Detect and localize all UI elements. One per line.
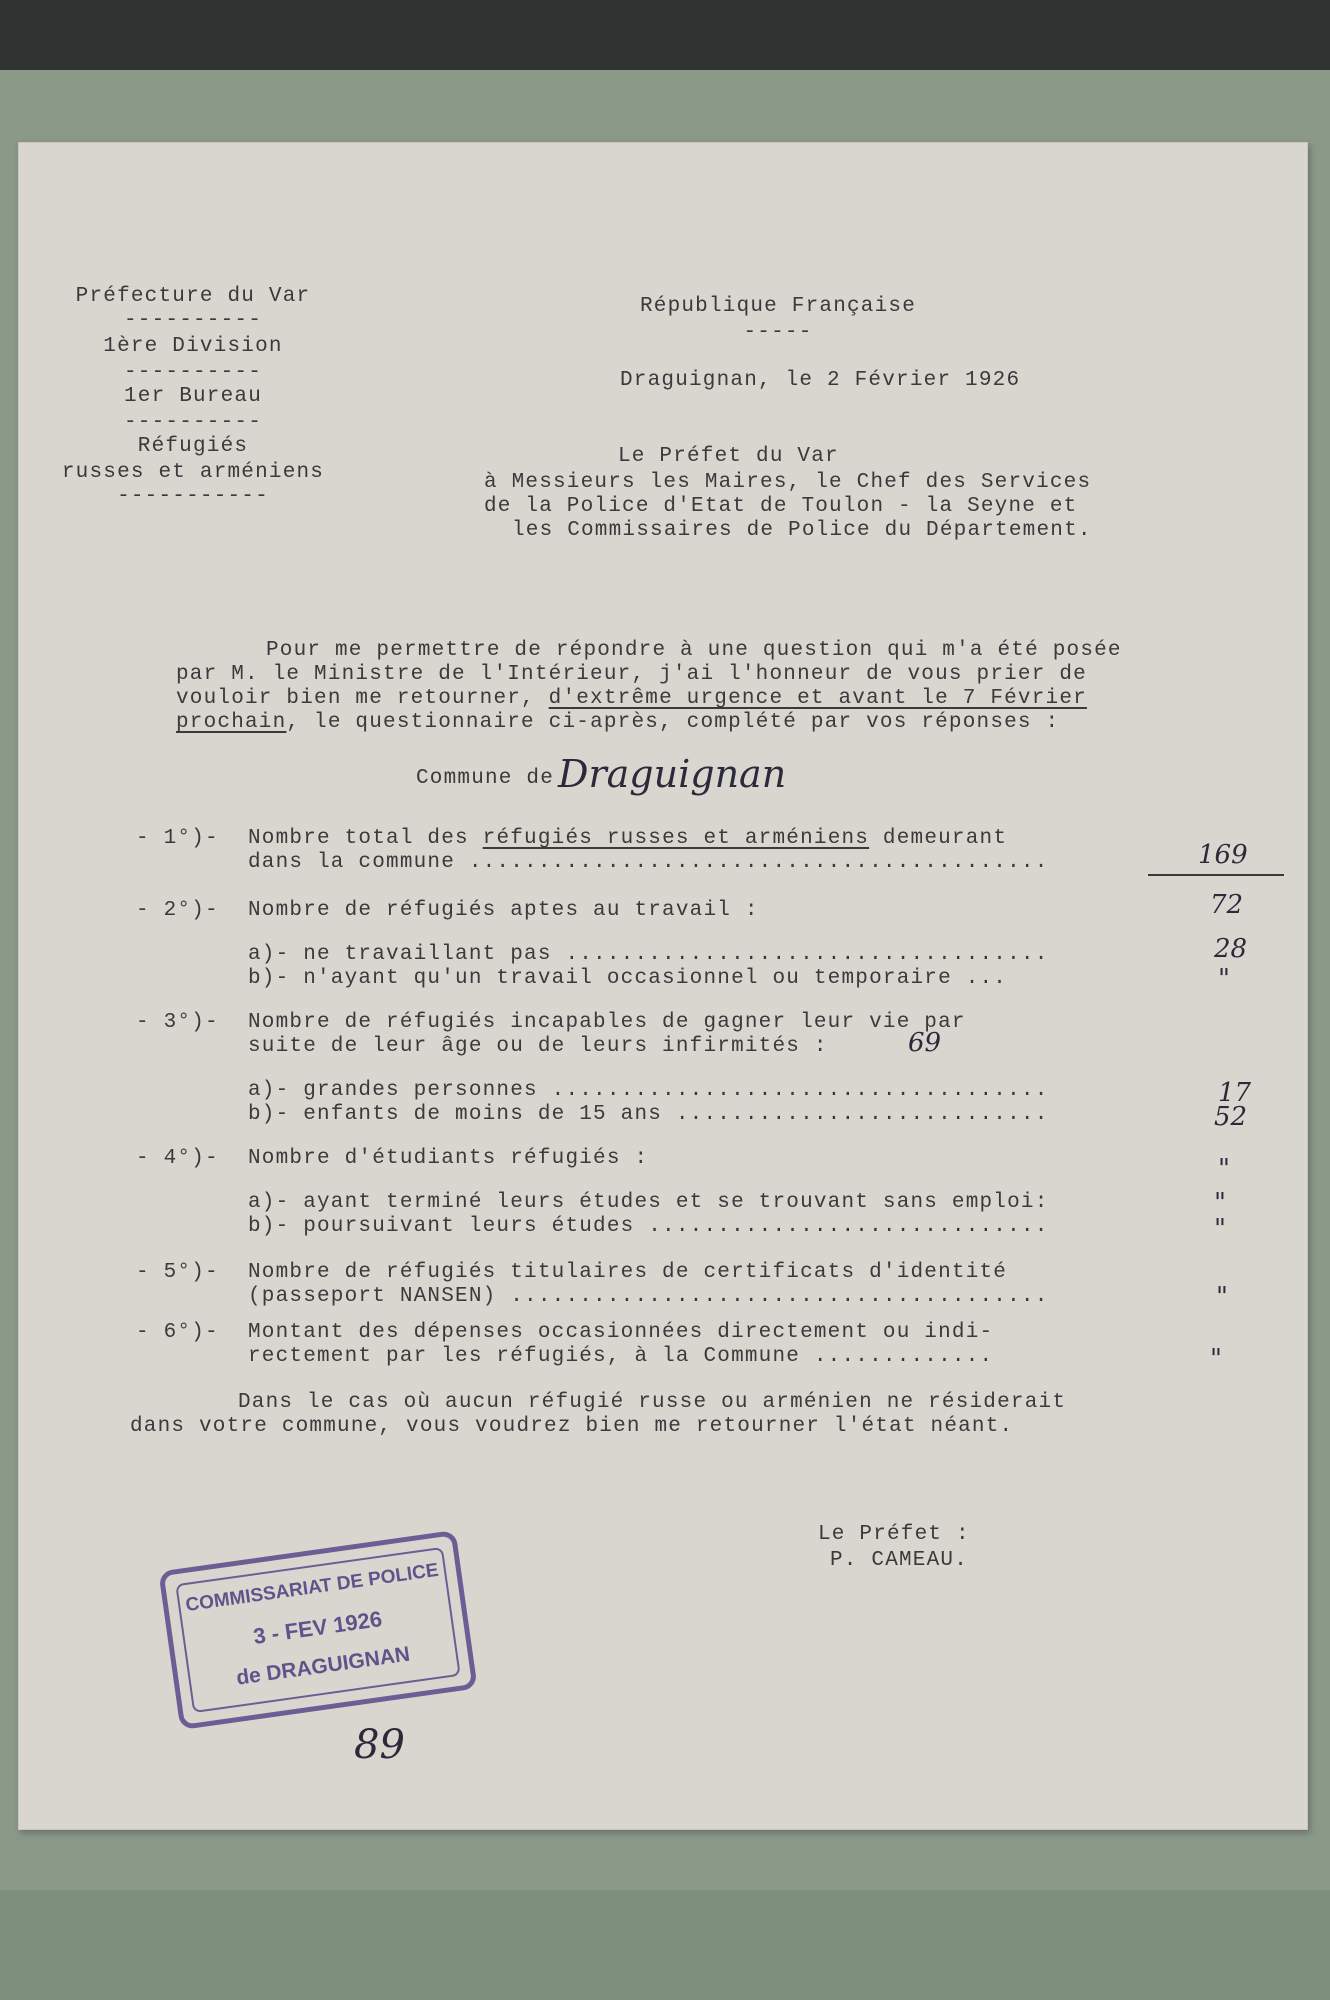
- question-4b-answer: ": [1214, 1214, 1226, 1244]
- intro-line-1: Pour me permettre de répondre à une question qui m'a été posée: [266, 639, 1122, 662]
- question-1-number: - 1°)-: [136, 827, 219, 850]
- question-4a-line: a)- ayant terminé leurs études et se trouvant sans emploi:: [248, 1191, 1049, 1214]
- question-1-line-1: Nombre total des réfugiés russes et arméniens demeurant: [248, 827, 1008, 850]
- urgency-phrase: d'extrême urgence et avant le 7 Février: [548, 687, 1087, 710]
- question-1-answer: 169: [1198, 840, 1248, 870]
- header-separator: ----------: [123, 361, 263, 384]
- republic-label: République Française: [639, 295, 917, 318]
- header-separator: ----------: [123, 411, 263, 434]
- closing-line-2: dans votre commune, vous voudrez bien me retourner l'état néant.: [130, 1415, 1014, 1438]
- deadline-word: prochain: [176, 711, 287, 734]
- question-4-answer: ": [1218, 1154, 1230, 1184]
- question-3a-answer: 17: [1218, 1078, 1252, 1108]
- recipients-line-3: les Commissaires de Police du Département.: [512, 519, 1092, 542]
- question-6-answer: ": [1210, 1344, 1222, 1374]
- question-4a-answer: ": [1214, 1188, 1226, 1218]
- header-separator: -----------: [117, 485, 269, 508]
- question-4-number: - 4°)-: [136, 1147, 219, 1170]
- question-3a-line: a)- grandes personnes ....................................: [248, 1079, 1049, 1102]
- question-4-line-1: Nombre d'étudiants réfugiés :: [248, 1147, 649, 1170]
- total-rule: [1148, 874, 1284, 876]
- question-6-number: - 6°)-: [136, 1321, 219, 1344]
- sender: Le Préfet du Var: [618, 445, 839, 468]
- stamp-line-3: de DRAGUIGNAN: [234, 1642, 412, 1690]
- question-3-line-1: Nombre de réfugiés incapables de gagner leur vie par: [248, 1011, 966, 1034]
- commune-value: Draguignan: [558, 752, 787, 796]
- question-2-answer: 72: [1210, 890, 1244, 920]
- question-4b-line: b)- poursuivant leurs études .............................: [248, 1215, 1049, 1238]
- question-2a-answer: 28: [1214, 934, 1248, 964]
- stamp-line-1: COMMISSARIAT DE POLICE: [184, 1559, 440, 1617]
- header-separator: -----: [743, 321, 813, 344]
- recipients-line-1: à Messieurs les Maires, le Chef des Services: [484, 471, 1092, 494]
- question-2b-line: b)- n'ayant qu'un travail occasionnel ou temporaire ...: [248, 967, 1008, 990]
- question-1-line-2: dans la commune ..........................................: [248, 851, 1049, 874]
- question-2-line-1: Nombre de réfugiés aptes au travail :: [248, 899, 759, 922]
- question-2a-line: a)- ne travaillant pas ...................................: [248, 943, 1049, 966]
- signature-name: P. CAMEAU.: [830, 1549, 969, 1572]
- subject-line-2: russes et arméniens: [61, 461, 325, 484]
- recipients-line-2: de la Police d'Etat de Toulon - la Seyne et: [484, 495, 1078, 518]
- question-5-line-1: Nombre de réfugiés titulaires de certificats d'identité: [248, 1261, 1008, 1284]
- mounting-board-lower: [0, 1890, 1330, 2000]
- stamp-date: 3 - FEV 1926: [251, 1606, 384, 1649]
- place-date: Draguignan, le 2 Février 1926: [620, 369, 1021, 392]
- subject-line-1: Réfugiés: [137, 435, 249, 458]
- question-3-inline-answer: 69: [908, 1028, 942, 1058]
- question-6-line-2: rectement par les réfugiés, à la Commune .............: [248, 1345, 994, 1368]
- question-6-line-1: Montant des dépenses occasionnées directement ou indi-: [248, 1321, 994, 1344]
- question-5-line-2: (passeport NANSEN) .......................................: [248, 1285, 1049, 1308]
- question-3-number: - 3°)-: [136, 1011, 219, 1034]
- intro-line-4: prochain, le questionnaire ci-après, complété par vos réponses :: [176, 711, 1060, 734]
- question-5-number: - 5°)-: [136, 1261, 219, 1284]
- signature-title: Le Préfet :: [818, 1523, 970, 1546]
- handwritten-number: 89: [354, 1722, 405, 1768]
- closing-line-1: Dans le cas où aucun réfugié russe ou arménien ne résiderait: [238, 1391, 1067, 1414]
- question-3b-answer: 52: [1214, 1102, 1248, 1132]
- question-5-answer: ": [1216, 1282, 1228, 1312]
- bureau-label: 1er Bureau: [123, 385, 263, 408]
- question-3-line-2: suite de leur âge ou de leurs infirmités :: [248, 1035, 828, 1058]
- intro-line-3: vouloir bien me retourner, d'extrême urgence et avant le 7 Février: [176, 687, 1087, 710]
- commune-label: Commune de: [416, 767, 555, 790]
- question-2b-answer: ": [1218, 964, 1230, 994]
- division-label: 1ère Division: [103, 335, 283, 358]
- question-3b-line: b)- enfants de moins de 15 ans ...........................: [248, 1103, 1049, 1126]
- intro-line-2: par M. le Ministre de l'Intérieur, j'ai l'honneur de vous prier de: [176, 663, 1087, 686]
- question-2-number: - 2°)-: [136, 899, 219, 922]
- prefecture-label: Préfecture du Var: [75, 285, 311, 308]
- header-separator: ----------: [123, 309, 263, 332]
